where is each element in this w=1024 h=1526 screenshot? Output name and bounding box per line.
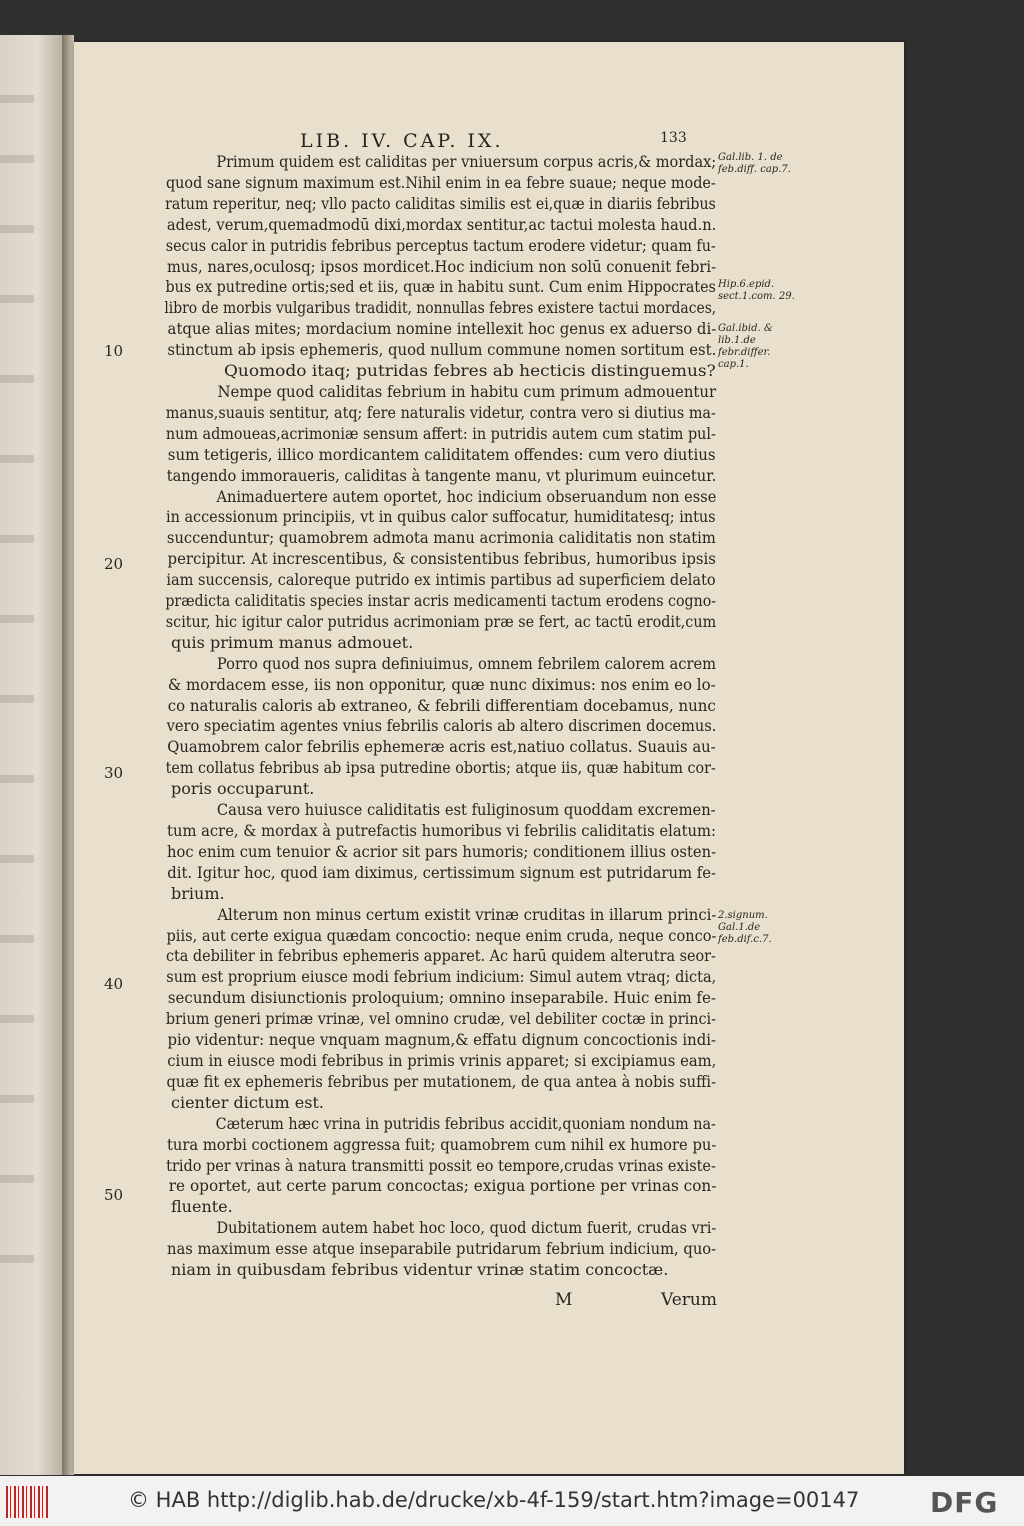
source-citation[interactable]: © HAB http://diglib.hab.de/drucke/xb-4f-159/start.htm?image=00147 [128,1488,860,1512]
margin-note: Gal.lib. 1. de feb.diff. cap.7. [718,152,791,175]
text-line: in accessionum principiis, vt in quibus calor suffocatur, humiditatesq; intus [166,507,716,527]
dfg-logo: DFG [930,1486,999,1519]
paragraph [121,654,716,800]
text-line: quis primum manus admouet. [171,632,414,652]
text-line: mus, nares,oculosq; ipsos mordicet.Hoc indicium non solū conuenit febri- [166,256,717,276]
paragraph [121,361,716,382]
text-line: nas maximum esse atque inseparabile putridarum febrium indicium, quo- [166,1239,717,1259]
text-line: poris occuparunt. [171,779,315,799]
text-line: brium generi primæ vrinæ, vel omnino crudæ, vel debiliter coctæ in princi- [165,1009,716,1029]
line-number: 30 [104,764,124,782]
text-line: cta debiliter in febribus ephemeris apparet. Ac harū quidem alterutra seor- [165,946,716,966]
text-line: piis, aut certe exigua quædam concoctio: neque enim cruda, neque conco- [166,925,717,945]
text-line: Quomodo itaq; putridas febres ab hecticis distinguemus? [224,361,716,381]
paragraph [121,152,716,361]
text-line: hoc enim cum tenuior & acrior sit pars humoris; conditionem illius osten- [166,841,717,861]
text-line: Cæterum hæc vrina in putridis febribus accidit,quoniam nondum na- [215,1113,716,1133]
text-line: num admoueas,acrimoniæ sensum affert: in putridis autem cum statim pul- [165,423,716,443]
text-line: Primum quidem est caliditas per vniuersum corpus acris,& mordax; [216,152,717,171]
page-number: 133 [660,130,687,146]
text-line: sum tetigeris, illico mordicantem caliditatem offendes: cum vero diutius [167,444,716,464]
text-line: quæ fit ex ephemeris febribus per mutationem, de qua antea à nobis suffi- [166,1071,717,1091]
paragraph [121,1218,716,1281]
text-line: tura morbi coctionem aggressa fuit; quamobrem cum nihil ex humore pu- [166,1134,717,1154]
line-number: 20 [104,555,124,573]
text-line: libro de morbis vulgaribus tradidit, nonnullas febres existere tactui mordaces, [164,298,717,318]
paragraph [121,1114,716,1219]
margin-note: 2.signum. Gal.1.de feb.dif.c.7. [718,910,772,945]
line-number: 10 [104,342,124,360]
text-line: Quamobrem calor febrilis ephemeræ acris est,natiuo collatus. Suauis au- [167,737,716,757]
text-line: bus ex putredine ortis;sed et iis, quæ in habitu sunt. Cum enim Hippocrates [165,277,716,297]
line-number: 50 [104,1186,124,1204]
text-line: percipitur. At increscentibus, & consistentibus febribus, humoribus ipsis [167,549,716,569]
text-line: vero speciatim agentes vnius febrilis caloris ab altero discrimen docemus. [166,716,717,736]
text-line: Animaduertere autem oportet, hoc indicium obseruandum non esse [216,486,717,506]
text-line: tangendo immoraueris, caliditas à tangente manu, vt plurimum euincetur. [166,465,717,485]
text-line: Alterum non minus certum existit vrinæ cruditas in illarum princi- [217,904,717,924]
text-line: succenduntur; quamobrem admota manu acrimonia caliditatis non statim [166,528,716,548]
text-line: fluente. [171,1197,233,1217]
text-line: Porro quod nos supra definiuimus, omnem febrilem calorem acrem [216,653,717,673]
text-line: cium in eiusce modi febribus in primis vrinis apparet; si excipiamus eam, [167,1050,717,1070]
margin-note: Hip.6.epid. sect.1.com. 29. [718,279,795,302]
paragraph [121,487,716,654]
text-line: secundum disiunctionis proloquium; omnino inseparabile. Huic enim fe- [167,988,716,1008]
text-line: scitur, hic igitur calor putridus acrimoniam præ se fert, ac tactū erodit,cum [165,611,717,631]
paragraph [121,382,716,487]
text-line: Dubitationem autem habet hoc loco, quod dictum fuerit, crudas vri- [216,1218,717,1238]
text-line: atque alias mites; mordacium nomine intellexit hoc genus ex aduerso di- [167,319,717,339]
text-line: brium. [171,883,225,903]
text-line: manus,suauis sentitur, atq; fere naturalis videtur, contra vero si diutius ma- [165,402,716,422]
text-line: pio videntur: neque vnquam magnum,& effatu dignum concoctionis indi- [167,1030,717,1050]
line-number: 40 [104,975,124,993]
paragraph [121,800,716,905]
text-line: stinctum ab ipsis ephemeris, quod nullum commune nomen sortitum est. [167,340,717,360]
signature-mark: M [555,1290,573,1310]
text-line: sum est proprium eiusce modi febrium indicium: Simul autem vtraq; dicta, [166,967,717,987]
text-line: dit. Igitur hoc, quod iam diximus, certissimum signum est putridarum fe- [167,862,717,882]
text-line: Causa vero huiusce caliditatis est fuliginosum quoddam excremen- [216,800,716,820]
body-text [121,152,716,1281]
text-line: ratum reperitur, neq; vllo pacto caliditas similis est ei,quæ in diariis febribus [165,193,716,213]
text-line: adest, verum,quemadmodū dixi,mordax sentitur,ac tactui molesta haud.n. [166,214,717,234]
text-line: prædicta caliditatis species instar acris medicamenti tactum erodens cogno- [165,591,717,611]
catchword: Verum [661,1290,717,1310]
barcode-icon [6,1486,50,1518]
margin-note: Gal.ibid. & lib.1.de febr.differ. cap.1. [718,323,773,370]
text-line: tum acre, & mordax à putrefactis humoribus vi febrilis caliditatis elatum: [167,821,716,840]
running-title: LIB. IV. CAP. IX. [300,130,504,152]
text-line: quod sane signum maximum est.Nihil enim in ea febre suaue; neque mode- [165,172,716,192]
text-line: Nempe quod caliditas febrium in habitu cum primum admouentur [217,381,717,401]
text-line: trido per vrinas à natura transmitti possit eo tempore,crudas vrinas existe- [166,1155,716,1175]
book-gutter [62,35,74,1475]
facing-page-edge [0,35,62,1475]
footer-bar [0,1476,1024,1526]
paragraph [121,905,716,1114]
text-line: iam succensis, caloreque putrido ex intimis partibus ad superficiem delato [166,570,716,590]
text-line: niam in quibusdam febribus videntur vrinæ statim concoctæ. [171,1260,669,1280]
text-line: & mordacem esse, iis non opponitur, quæ nunc diximus: nos enim eo lo- [167,674,716,694]
text-line: tem collatus febribus ab ipsa putredine obortis; atque iis, quæ habitum cor- [165,758,716,778]
text-line: secus calor in putridis febribus perceptus tactum erodere videtur; quam fu- [165,235,716,255]
text-line: co naturalis caloris ab extraneo, & febrili differentiam docebamus, nunc [167,695,716,715]
text-line: re oportet, aut certe parum concoctas; exigua portione per vrinas con- [168,1176,717,1196]
text-line: cienter dictum est. [171,1092,324,1112]
